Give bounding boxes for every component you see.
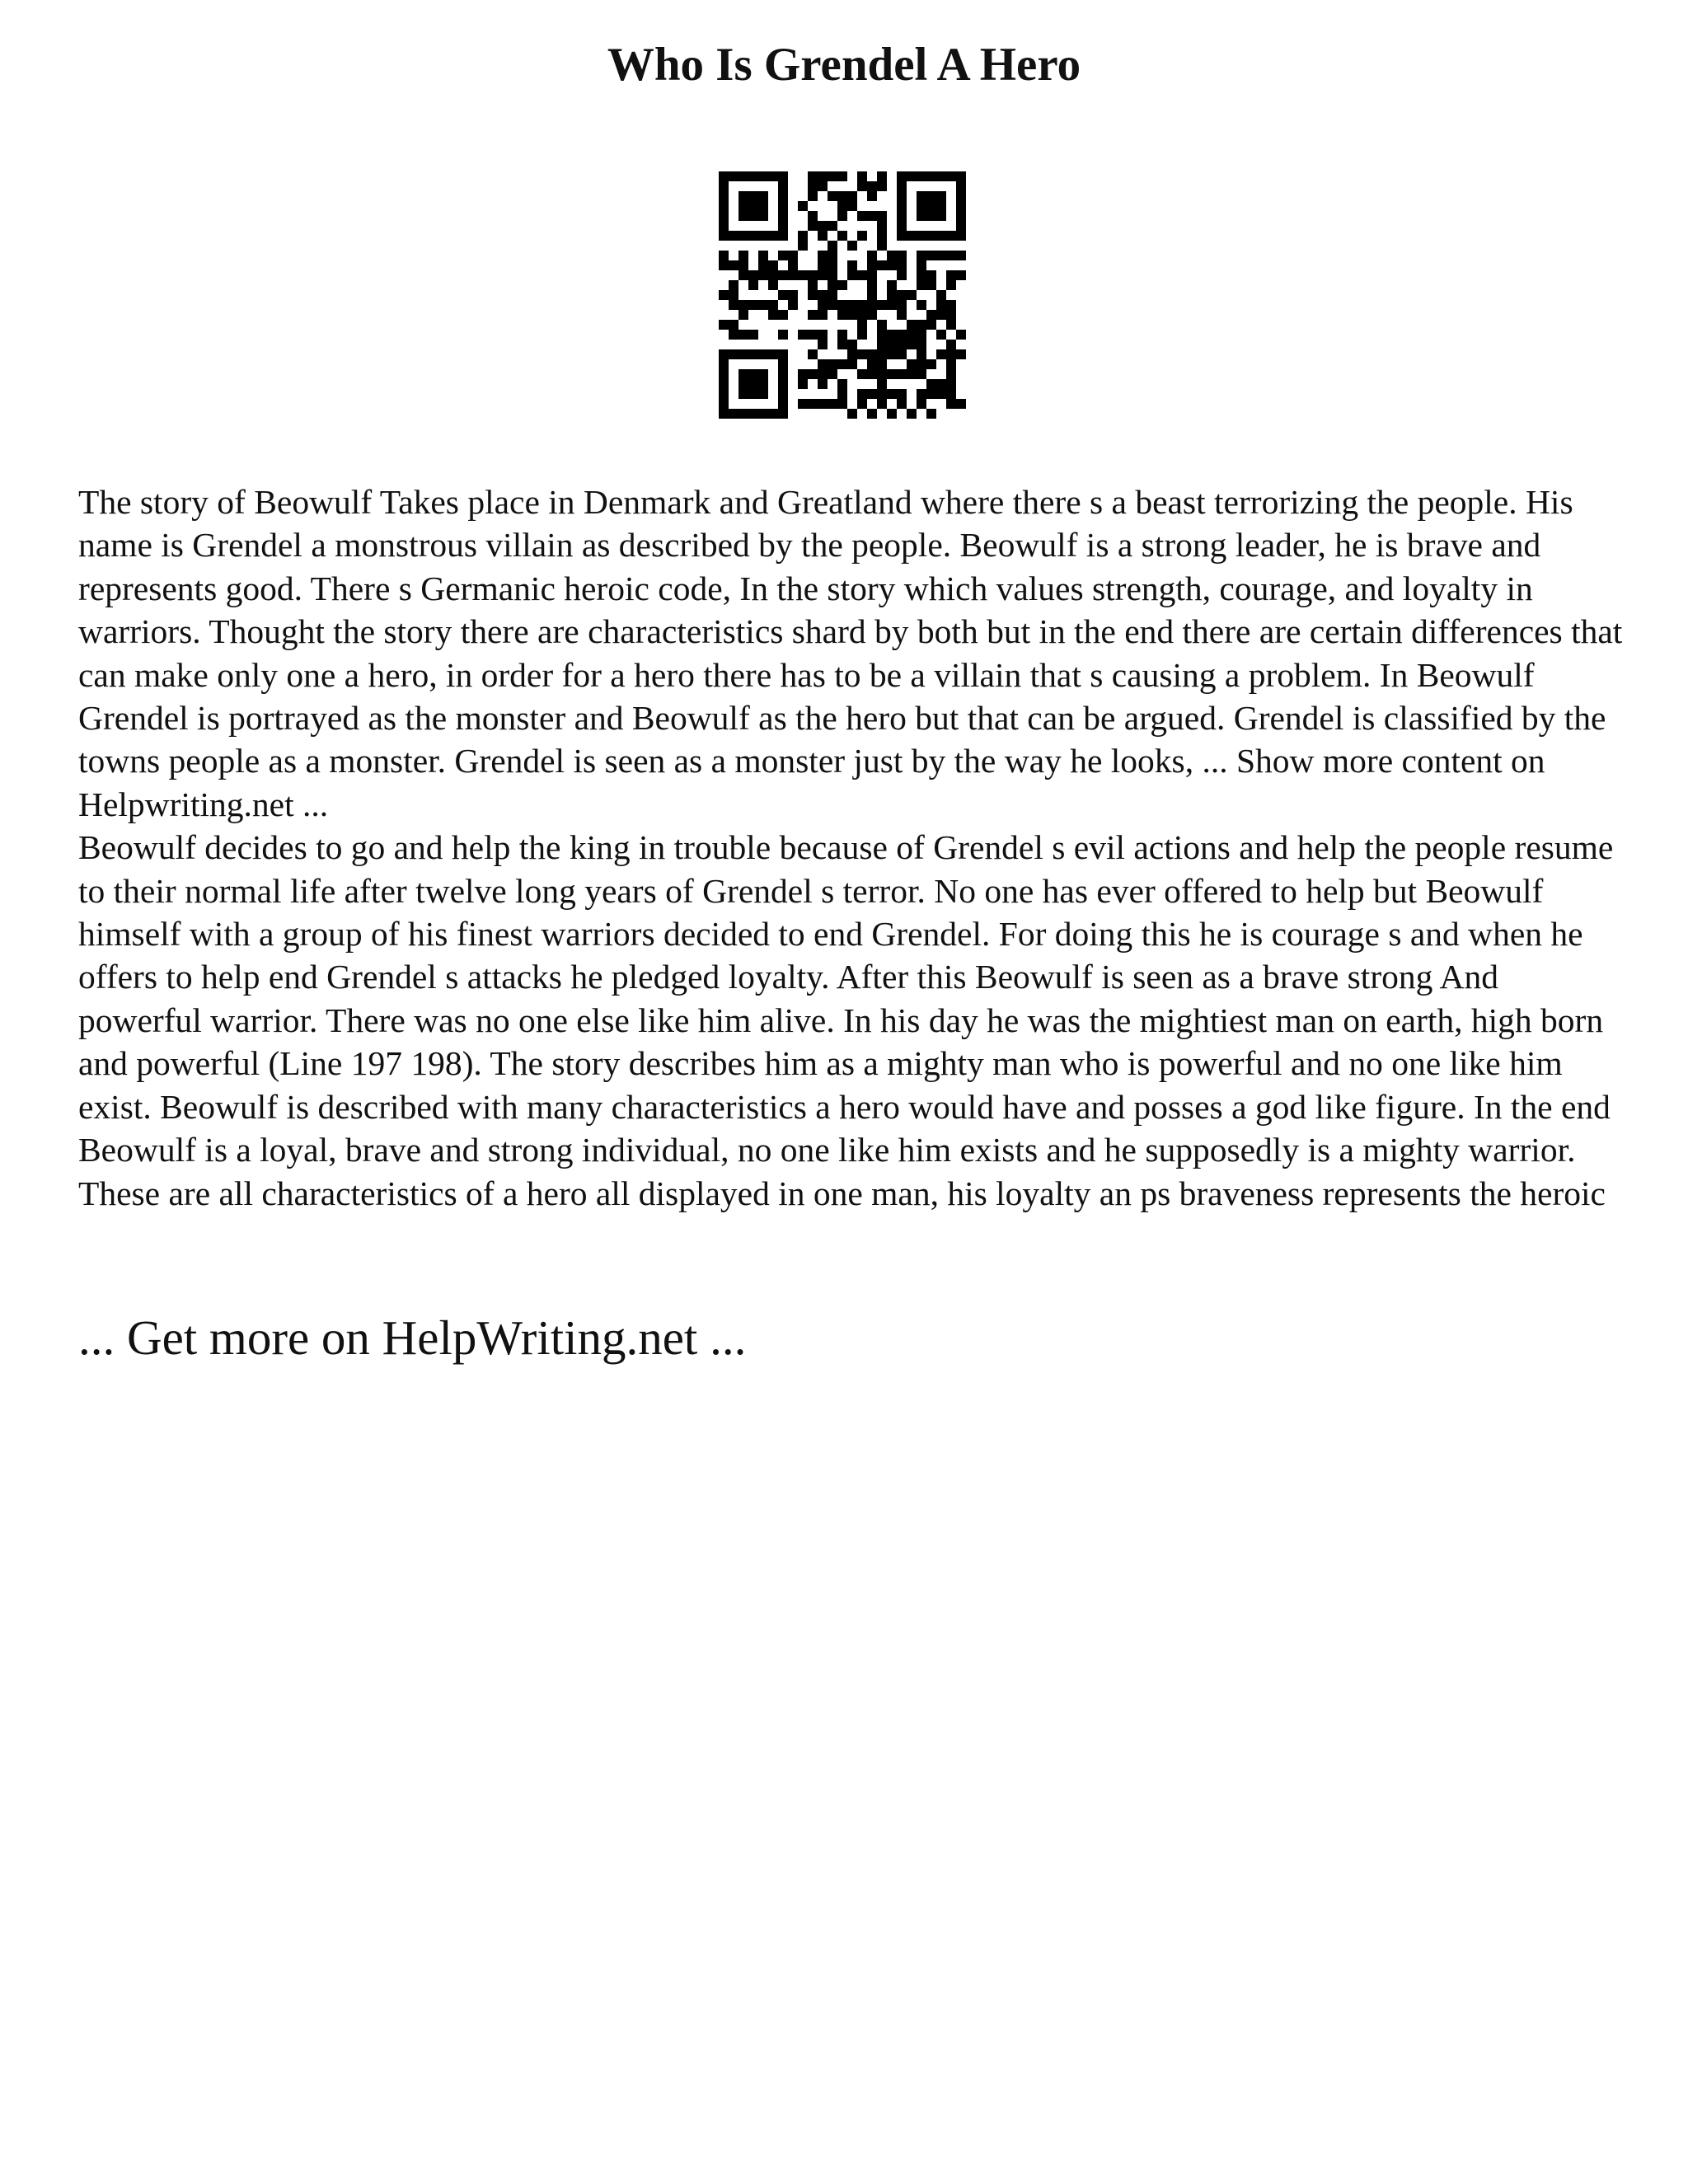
qr-module — [778, 290, 788, 300]
qr-module — [748, 270, 758, 280]
qr-module — [828, 399, 837, 409]
qr-module — [808, 211, 818, 221]
qr-module — [917, 251, 926, 260]
qr-module — [828, 241, 837, 251]
qr-module — [857, 310, 867, 320]
qr-module — [897, 389, 907, 399]
qr-module — [788, 300, 798, 310]
qr-module — [847, 201, 857, 211]
qr-alignment-module — [877, 330, 887, 379]
qr-module — [926, 359, 936, 369]
qr-module — [897, 399, 907, 409]
qr-module — [758, 270, 768, 280]
qr-module — [837, 280, 847, 290]
qr-module — [907, 340, 917, 349]
article-body — [78, 480, 1628, 1215]
qr-module — [758, 251, 768, 260]
qr-module — [828, 300, 837, 310]
qr-module — [887, 290, 897, 300]
qr-module — [719, 251, 729, 260]
qr-module — [936, 300, 946, 310]
qr-module — [828, 260, 837, 270]
qr-module — [818, 181, 828, 191]
qr-module — [729, 300, 738, 310]
qr-module — [828, 270, 837, 280]
page-title: Who Is Grendel A Hero — [607, 39, 1081, 91]
qr-module — [837, 231, 847, 241]
qr-module — [917, 320, 926, 330]
qr-module — [907, 320, 917, 330]
qr-module — [917, 300, 926, 310]
qr-module — [818, 300, 828, 310]
qr-module — [818, 340, 828, 349]
qr-module — [867, 211, 877, 221]
qr-module — [897, 300, 907, 310]
qr-module — [926, 280, 936, 290]
qr-module — [729, 330, 738, 340]
qr-module — [946, 379, 956, 389]
qr-module — [867, 290, 877, 300]
qr-module — [877, 181, 887, 191]
qr-module — [837, 211, 847, 221]
qr-module — [917, 389, 926, 399]
qr-module — [828, 369, 837, 379]
qr-module — [867, 310, 877, 320]
qr-module — [798, 379, 808, 389]
qr-module — [818, 231, 828, 241]
qr-module — [857, 349, 867, 359]
qr-module — [818, 379, 828, 389]
qr-module — [847, 359, 857, 369]
qr-module — [936, 349, 946, 359]
qr-module — [808, 181, 818, 191]
qr-module — [877, 221, 887, 231]
qr-module — [837, 310, 847, 320]
qr-module — [788, 260, 798, 270]
qr-module — [798, 399, 808, 409]
qr-module — [808, 310, 818, 320]
qr-module — [946, 399, 956, 409]
qr-module — [956, 399, 966, 409]
qr-module — [917, 270, 926, 280]
qr-module — [946, 251, 956, 260]
qr-module — [828, 171, 837, 181]
qr-module — [719, 290, 729, 300]
qr-module — [837, 389, 847, 399]
qr-module — [867, 251, 877, 260]
qr-module — [808, 191, 818, 201]
qr-module — [867, 359, 877, 369]
qr-module — [936, 290, 946, 300]
qr-module — [857, 171, 867, 181]
qr-module — [808, 349, 818, 359]
qr-alignment-module — [897, 349, 907, 359]
qr-module — [837, 171, 847, 181]
qr-module — [867, 300, 877, 310]
qr-module — [847, 270, 857, 280]
qr-module — [897, 260, 907, 270]
qr-module — [738, 260, 748, 270]
qr-module — [808, 270, 818, 280]
qr-module — [818, 359, 828, 369]
qr-module — [788, 270, 798, 280]
qr-module — [877, 389, 887, 399]
qr-module — [847, 241, 857, 251]
qr-module — [946, 270, 956, 280]
qr-module — [768, 300, 778, 310]
qr-module — [818, 369, 828, 379]
qr-module — [867, 280, 877, 290]
qr-module — [738, 330, 748, 340]
qr-module — [847, 191, 857, 201]
qr-module — [818, 310, 828, 320]
qr-module — [946, 310, 956, 320]
qr-module — [917, 399, 926, 409]
qr-module — [926, 389, 936, 399]
qr-module — [818, 260, 828, 270]
qr-module — [877, 211, 887, 221]
qr-module — [778, 270, 788, 280]
qr-module — [946, 320, 956, 330]
qr-module — [729, 260, 738, 270]
qr-module — [748, 280, 758, 290]
qr-module — [748, 330, 758, 340]
qr-module — [768, 280, 778, 290]
qr-module — [818, 171, 828, 181]
qr-finder-top-right — [897, 171, 966, 241]
qr-module — [837, 359, 847, 369]
qr-module — [738, 310, 748, 320]
qr-module — [877, 241, 887, 251]
qr-module — [847, 409, 857, 419]
qr-module — [926, 409, 936, 419]
qr-module — [798, 270, 808, 280]
qr-module — [877, 399, 887, 409]
qr-module — [828, 290, 837, 300]
qr-module — [926, 251, 936, 260]
qr-module — [847, 310, 857, 320]
qr-module — [798, 231, 808, 241]
qr-module — [818, 270, 828, 280]
qr-module — [867, 409, 877, 419]
qr-module — [897, 251, 907, 260]
get-more-link[interactable]: ... Get more on HelpWriting.net ... — [78, 1310, 747, 1365]
qr-module — [738, 270, 748, 280]
qr-module — [867, 270, 877, 280]
qr-module — [946, 389, 956, 399]
qr-module — [877, 379, 887, 389]
qr-module — [837, 191, 847, 201]
qr-module — [936, 310, 946, 320]
qr-module — [778, 310, 788, 320]
qr-module — [887, 280, 897, 290]
qr-module — [887, 409, 897, 419]
qr-module — [857, 320, 867, 330]
qr-module — [748, 300, 758, 310]
qr-module — [887, 300, 897, 310]
qr-module — [926, 379, 936, 389]
qr-module — [946, 359, 956, 369]
qr-module — [946, 349, 956, 359]
qr-module — [926, 270, 936, 280]
qr-module — [758, 260, 768, 270]
qr-module — [897, 270, 907, 280]
qr-module — [837, 379, 847, 389]
qr-module — [768, 270, 778, 280]
qr-module — [857, 270, 867, 280]
qr-module — [936, 379, 946, 389]
qr-module — [857, 231, 867, 241]
qr-module — [917, 260, 926, 270]
qr-module — [729, 290, 738, 300]
qr-module — [907, 359, 917, 369]
qr-module — [808, 369, 818, 379]
qr-code-icon — [719, 171, 966, 419]
qr-module — [798, 369, 808, 379]
qr-module — [837, 399, 847, 409]
qr-module — [887, 251, 897, 260]
qr-module — [798, 201, 808, 211]
qr-module — [857, 211, 867, 221]
qr-module — [738, 251, 748, 260]
qr-module — [936, 389, 946, 399]
qr-module — [867, 260, 877, 270]
qr-module — [956, 330, 966, 340]
qr-module — [847, 260, 857, 270]
qr-alignment-module — [917, 330, 926, 379]
qr-module — [897, 290, 907, 300]
qr-module — [857, 181, 867, 191]
qr-module — [798, 330, 808, 340]
qr-module — [887, 340, 897, 349]
qr-module — [907, 409, 917, 419]
qr-module — [818, 221, 828, 231]
qr-module — [719, 260, 729, 270]
qr-module — [738, 300, 748, 310]
qr-module — [857, 300, 867, 310]
qr-module — [887, 389, 897, 399]
qr-finder-top-left — [719, 171, 788, 241]
qr-module — [828, 251, 837, 260]
qr-module — [956, 349, 966, 359]
qr-module — [877, 320, 887, 330]
qr-module — [867, 389, 877, 399]
qr-module — [867, 191, 877, 201]
qr-module — [917, 280, 926, 290]
qr-module — [837, 300, 847, 310]
qr-module — [788, 290, 798, 300]
qr-module — [847, 340, 857, 349]
qr-module — [867, 181, 877, 191]
qr-module — [729, 320, 738, 330]
qr-module — [946, 280, 956, 290]
qr-module — [887, 349, 897, 359]
qr-module — [877, 300, 887, 310]
qr-module — [808, 171, 818, 181]
qr-module — [719, 320, 729, 330]
qr-module — [808, 330, 818, 340]
qr-module — [808, 280, 818, 290]
qr-module — [857, 330, 867, 340]
qr-module — [729, 280, 738, 290]
qr-module — [857, 369, 867, 379]
qr-module — [877, 171, 887, 181]
paragraph-1: The story of Beowulf Takes place in Denmark and Greatland where there s a beast terrorizing the people. His name is Grendel a monstrous villain as described by the people. Beowulf is a strong leader, he is brave and represents good. There s Germanic heroic code, In the story which values strength, courage, and loyalty in warriors. Thought the story there are characteristics shard by both but in the end there are certain differences that can make only one a hero, in order for a hero there has to be a villain that s causing a problem. In Beowulf Grendel is portrayed as the monster and Beowulf as the hero but that can be argued. Grendel is classified by the towns people as a monster. Grendel is seen as a monster just by the way he looks, ... Show more content on Helpwriting.net ... — [78, 483, 1623, 823]
qr-module — [857, 399, 867, 409]
qr-module — [798, 241, 808, 251]
qr-module — [808, 221, 818, 231]
qr-module — [828, 359, 837, 369]
qr-module — [907, 290, 917, 300]
qr-module — [946, 369, 956, 379]
qr-module — [946, 340, 956, 349]
qr-module — [837, 340, 847, 349]
qr-module — [887, 260, 897, 270]
qr-module — [897, 310, 907, 320]
qr-module — [828, 280, 837, 290]
qr-module — [837, 330, 847, 340]
qr-module — [857, 389, 867, 399]
paragraph-2: Beowulf decides to go and help the king in trouble because of Grendel s evil actions and help the people resume to their normal life after twelve long years of Grendel s terror. No one has ever offered to help but Beowulf himself with a group of his finest warriors decided to end Grendel. For doing this he is courage s and when he offers to help end Grendel s attacks he pledged loyalty. After this Beowulf is seen as a brave strong And powerful warrior. There was no one else like him alive. In his day he was the mightiest man on earth, high born and powerful (Line 197 198). The story describes him as a mighty man who is powerful and no one like him exist. Beowulf is described with many characteristics a hero would have and posses a god like figure. In the end Beowulf is a loyal, brave and strong individual, no one like him exists and he supposedly is a mighty warrior. These are all characteristics of a hero all displayed in one man, his loyalty an ps braveness represents the heroic — [78, 828, 1614, 1212]
qr-module — [768, 260, 778, 270]
qr-module — [867, 369, 877, 379]
qr-module — [818, 330, 828, 340]
qr-module — [956, 251, 966, 260]
qr-module — [818, 399, 828, 409]
qr-module — [847, 300, 857, 310]
qr-module — [828, 191, 837, 201]
qr-module — [808, 290, 818, 300]
qr-module — [778, 251, 788, 260]
qr-module — [936, 251, 946, 260]
qr-module — [778, 330, 788, 340]
qr-module — [936, 330, 946, 340]
qr-module — [847, 349, 857, 359]
qr-module — [788, 251, 798, 260]
qr-module — [926, 320, 936, 330]
qr-module — [867, 349, 877, 359]
qr-module — [828, 221, 837, 231]
qr-module — [818, 290, 828, 300]
qr-module — [837, 201, 847, 211]
qr-module — [956, 270, 966, 280]
qr-module — [926, 310, 936, 320]
qr-module — [758, 300, 768, 310]
qr-module — [946, 300, 956, 310]
qr-module — [877, 260, 887, 270]
qr-module — [877, 231, 887, 241]
qr-module — [768, 310, 778, 320]
qr-finder-bottom-left — [719, 349, 788, 419]
qr-module — [897, 340, 907, 349]
qr-module — [808, 399, 818, 409]
qr-module — [818, 251, 828, 260]
